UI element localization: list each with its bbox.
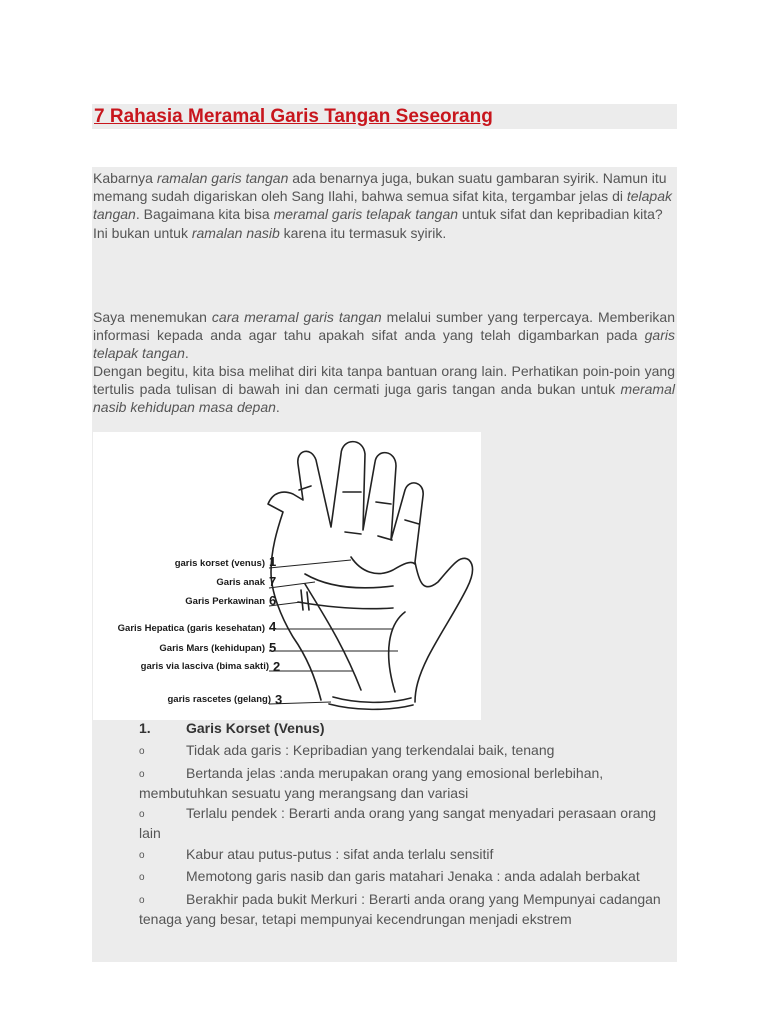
para2-text-1: Saya menemukan	[93, 309, 212, 325]
para2-text-3: .	[184, 345, 189, 362]
list-item	[139, 741, 674, 761]
intro-emphasis-4: ramalan nasib	[191, 224, 280, 241]
label-hepatica-number: 4	[269, 619, 277, 634]
hand-outline	[268, 442, 473, 710]
marriage-marks	[301, 590, 309, 610]
label-perkawinan: Garis Perkawinan	[185, 596, 265, 607]
intro-text-5: karena itu termasuk syirik.	[279, 224, 447, 241]
bullet-icon: o	[139, 872, 145, 883]
list-item	[139, 804, 674, 842]
para2-text-2: melalui sumber yang terpercaya. Memberikan informasi kepada anda agar tahu apakah sifat anda yang telah digambarkan pada	[93, 309, 676, 344]
intro-emphasis-2: telapak tangan	[93, 188, 673, 223]
label-anak: Garis anak	[216, 577, 265, 588]
crease-5	[345, 532, 361, 534]
life-line	[389, 612, 405, 692]
palm-diagram-svg	[93, 432, 481, 720]
venus-line	[351, 557, 415, 574]
list-item-text: Terlalu pendek : Berarti anda orang yang sangat menyadari perasaan orang lain	[139, 805, 657, 841]
bullet-icon: o	[139, 768, 145, 780]
crease-4	[405, 520, 419, 524]
intro-emphasis-1: ramalan garis tangan	[156, 170, 289, 186]
bullet-icon: o	[139, 746, 145, 757]
instruction-paragraph	[93, 362, 675, 417]
bracelet-line-2	[329, 704, 413, 709]
list-item-text: Memotong garis nasib dan garis matahari Jenaka : anda adalah berbakat	[186, 868, 640, 884]
list-item	[139, 845, 674, 865]
trait-list	[139, 741, 674, 930]
crease-3	[376, 502, 391, 504]
crease-6	[378, 536, 392, 540]
label-lasciva: garis via lasciva (bima sakti)	[140, 661, 269, 672]
para2-emphasis-1: cara meramal garis tangan	[211, 309, 382, 325]
bullet-icon: o	[139, 849, 145, 861]
label-perkawinan-number: 6	[269, 593, 277, 608]
para3-emphasis-1: meramal nasib kehidupan masa depan	[93, 381, 675, 416]
label-hepatica: Garis Hepatica (garis kesehatan)	[117, 623, 265, 634]
list-item	[139, 890, 674, 928]
label-venus: garis korset (venus)	[174, 558, 265, 569]
label-rascetes: garis rascetes (gelang)	[167, 694, 271, 705]
intro-paragraph	[93, 169, 675, 242]
list-item	[139, 764, 674, 802]
label-mars-number: 5	[269, 640, 277, 655]
section-title: Garis Korset (Venus)	[186, 720, 325, 736]
bullet-icon: o	[139, 809, 145, 820]
head-line	[298, 602, 393, 609]
para3-text-1: Dengan begitu, kita bisa melihat diri kita tanpa bantuan orang lain. Perhatikan poin-poin yang tertulis pada tulisan di bawah ini dan cermati juga garis tangan anda bukan untuk	[93, 363, 675, 398]
list-item-text: Bertanda jelas :anda merupakan orang yang emosional berlebihan, membutuhkan sesuatu yang merangsang dan variasi	[139, 764, 604, 801]
source-paragraph	[93, 308, 675, 363]
intro-text-2: ada benarnya juga, bukan suatu gambaran syirik. Namun itu memang sudah digariskan oleh Sang Ilahi, bahwa semua sifat kita, tergambar jelas di	[93, 170, 667, 205]
heart-line	[305, 574, 393, 588]
bullet-icon: o	[139, 894, 145, 906]
label-lasciva-number: 2	[273, 659, 281, 674]
para2-emphasis-2: garis telapak tangan	[93, 327, 675, 362]
bracelet-line-1	[333, 697, 411, 702]
palm-diagram	[93, 432, 481, 720]
list-item-text: Berakhir pada bukit Merkuri : Berarti anda orang yang Mempunyai cadangan tenaga yang besar, tetapi mempunyai kecendrungan menjadi ekstrem	[139, 890, 661, 927]
intro-text-4: untuk sifat dan kepribadian kita? Ini bukan untuk	[93, 206, 663, 241]
intro-text-1: Kabarnya	[93, 170, 157, 186]
label-mars: Garis Mars (kehidupan)	[159, 643, 265, 654]
section-number: 1.	[139, 720, 151, 736]
list-item-text: Tidak ada garis : Kepribadian yang terkendalai baik, tenang	[186, 742, 555, 758]
page-title: 7 Rahasia Meramal Garis Tangan Seseorang	[94, 106, 493, 127]
label-anak-number: 7	[269, 574, 277, 589]
label-rascetes-number: 3	[275, 692, 283, 707]
list-item	[139, 867, 674, 887]
label-venus-number: 1	[269, 554, 277, 569]
para3-text-2: .	[275, 399, 280, 416]
intro-emphasis-3: meramal garis telapak tangan	[273, 206, 459, 223]
intro-text-3: . Bagaimana kita bisa	[135, 206, 274, 223]
section-heading	[139, 720, 325, 736]
pointer-1	[269, 560, 351, 568]
list-item-text: Kabur atau putus-putus : sifat anda terlalu sensitif	[186, 845, 494, 862]
